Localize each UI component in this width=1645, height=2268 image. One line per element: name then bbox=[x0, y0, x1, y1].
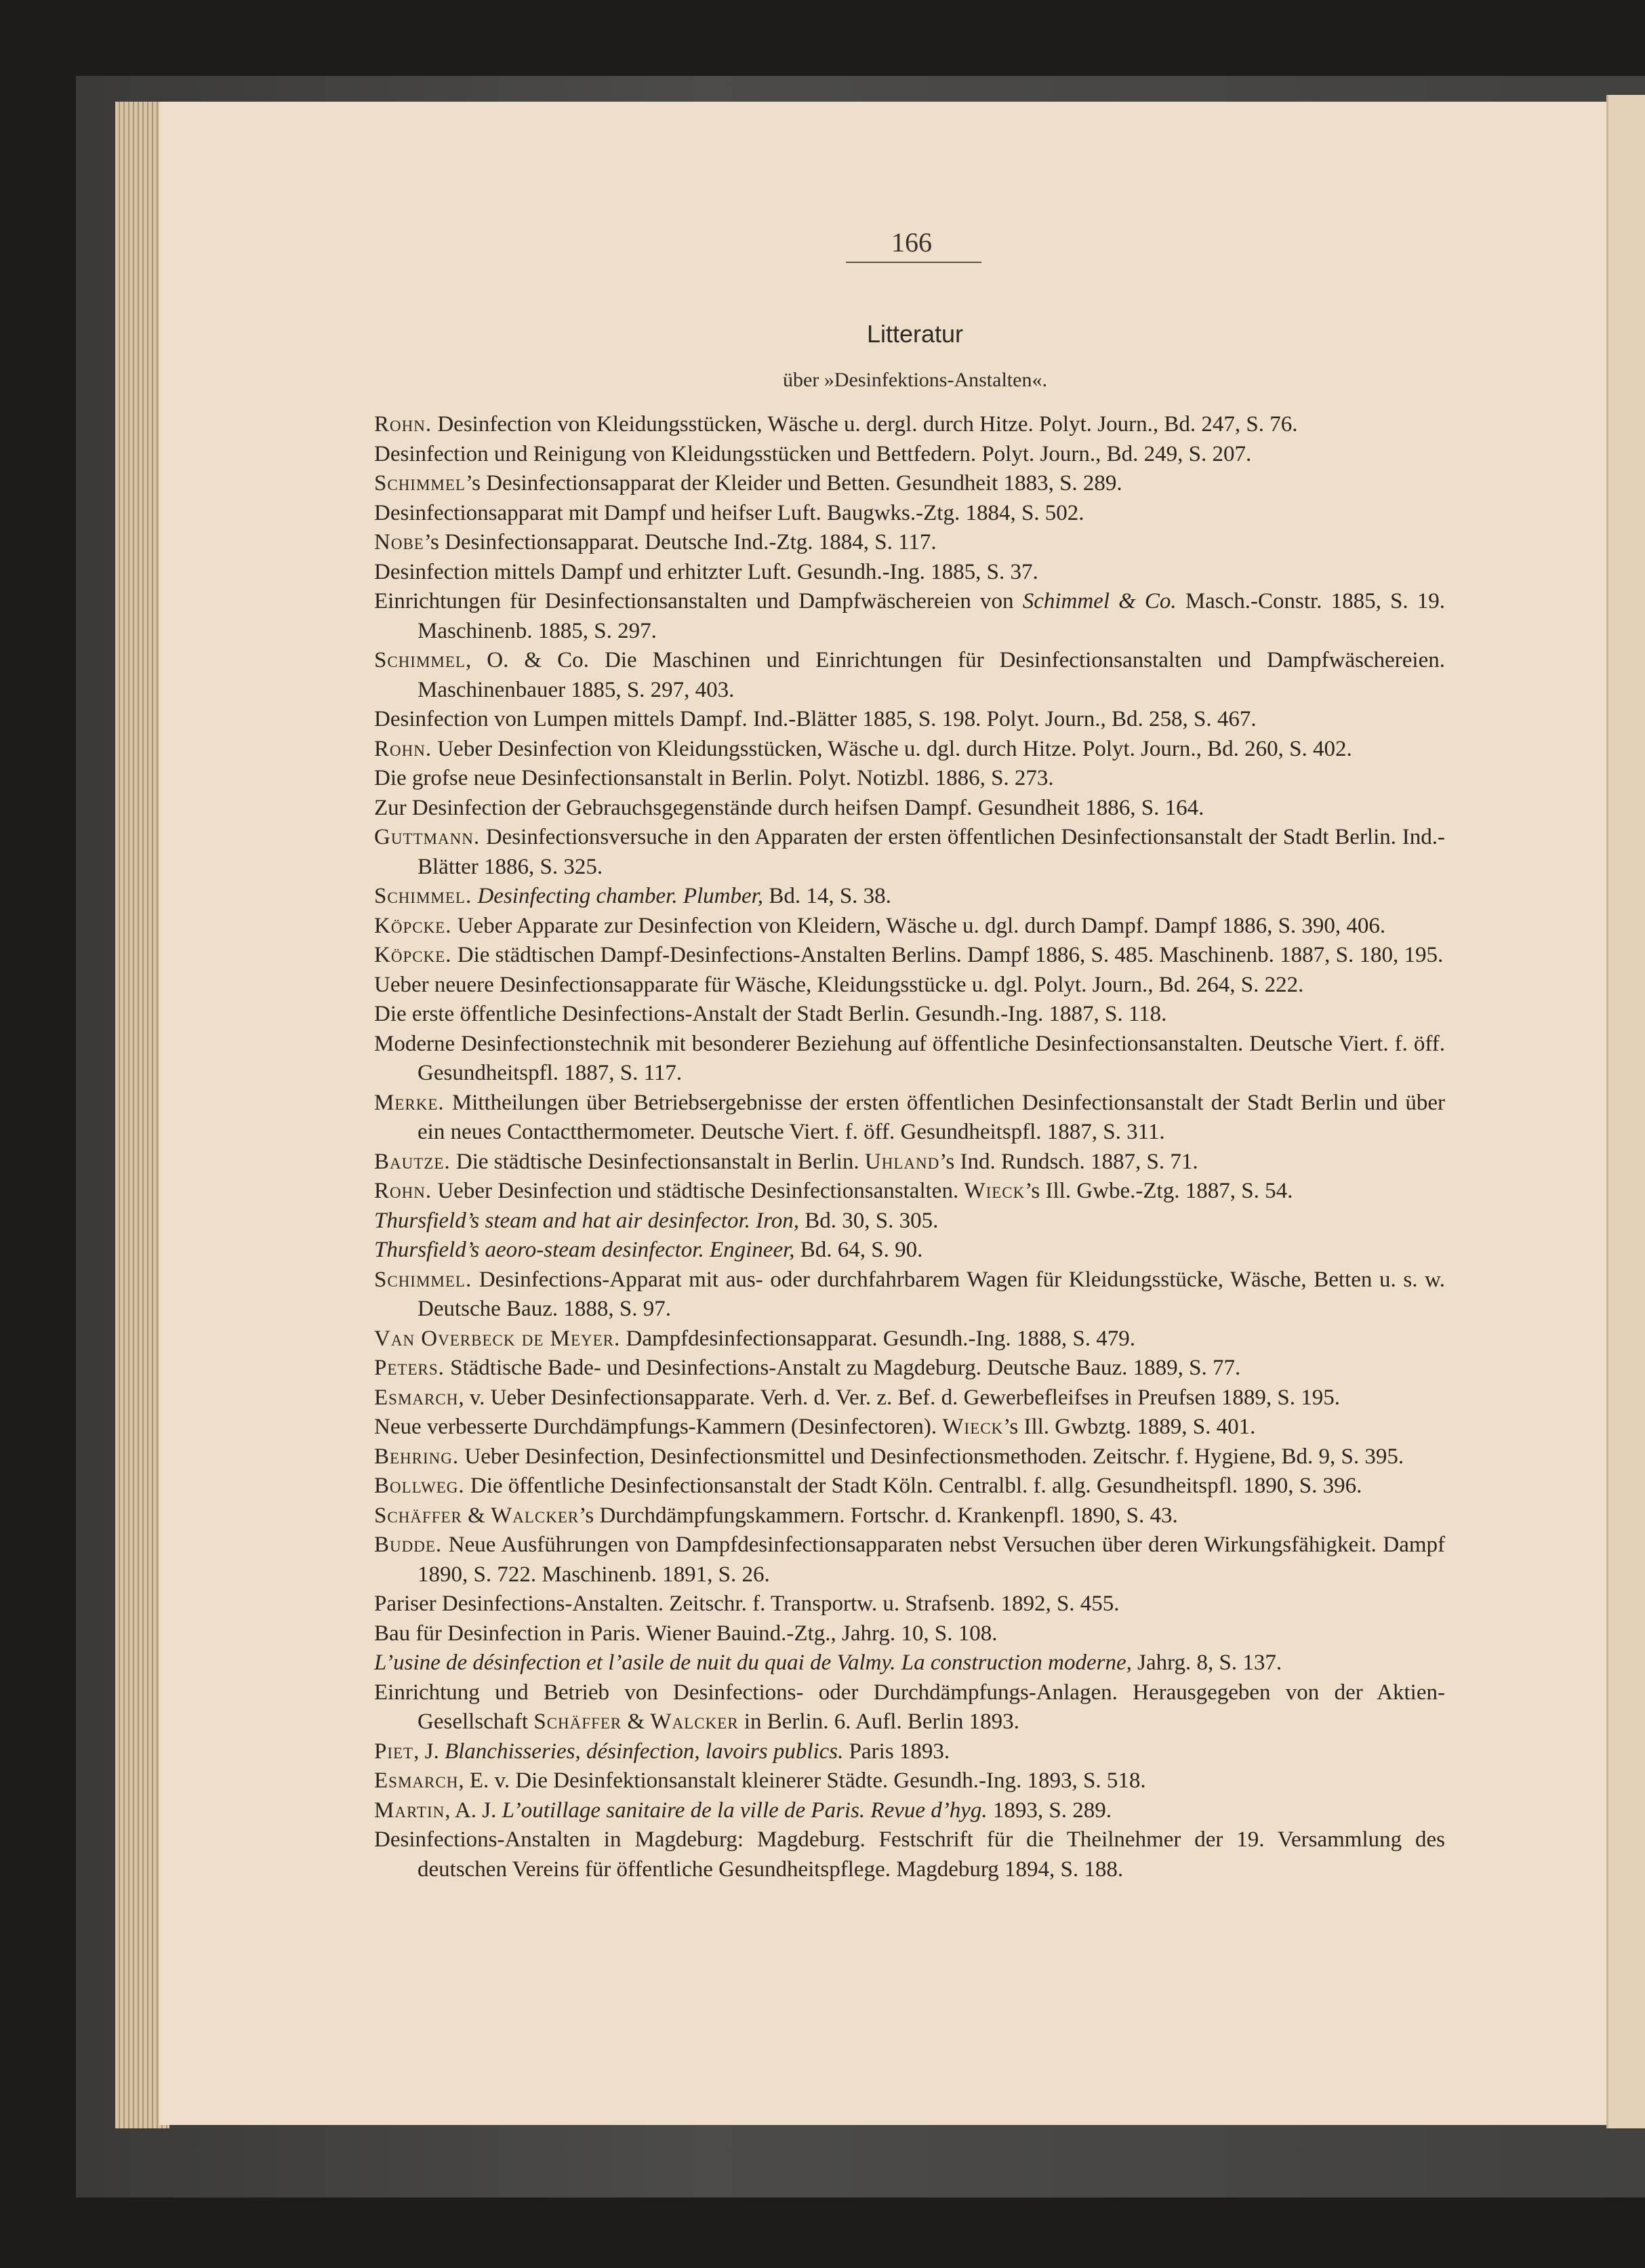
entry-text: Masch.-Constr. 1885, S. 19. Maschinenb. 1885, S. 297. bbox=[418, 589, 1445, 643]
bibliography-entry bbox=[374, 646, 1445, 705]
entry-text: Desinfections-Anstalten in Magdeburg: Magdeburg. Festschrift für die Theilnehmer der 19. Versammlung des deutschen Vereins für öffentliche Gesundheitspflege. Magdeburg 1894, S. 188. bbox=[374, 1827, 1445, 1882]
entry-text: , A. J. bbox=[445, 1798, 502, 1823]
bibliography-entry bbox=[374, 1354, 1445, 1383]
bibliography-entry bbox=[374, 1796, 1445, 1826]
bibliography-list bbox=[374, 410, 1445, 1884]
entry-text: Desinfection von Kleidungsstücken, Wäsche u. dergl. durch Hitze. Polyt. Journ., Bd. 247, S. 76. bbox=[432, 412, 1298, 437]
bibliography-entry bbox=[374, 528, 1445, 558]
bibliography-entry bbox=[374, 705, 1445, 735]
bibliography-entry bbox=[374, 1383, 1445, 1413]
entry-text: ’s Ill. Gwbztg. 1889, S. 401. bbox=[1003, 1415, 1256, 1439]
entry-text: , J. bbox=[413, 1739, 445, 1764]
entry-text: Städtische Bade- und Desinfections-Anstalt zu Magdeburg. Deutsche Bauz. 1889, S. 77. bbox=[444, 1356, 1241, 1380]
entry-author: Schimmel. bbox=[374, 1267, 472, 1292]
entry-text: 1893, S. 289. bbox=[987, 1798, 1112, 1823]
page-number-rule bbox=[846, 262, 981, 263]
entry-text: Desinfectionsversuche in den Apparaten der ersten öffentlichen Desinfectionsanstalt der Stadt Berlin. Ind.-Blätter 1886, S. 325. bbox=[418, 825, 1445, 879]
entry-text: Die grofse neue Desinfectionsanstalt in Berlin. Polyt. Notizbl. 1886, S. 273. bbox=[374, 766, 1054, 790]
bibliography-entry bbox=[374, 823, 1445, 882]
entry-author: Schimmel. bbox=[374, 884, 472, 908]
entry-author: Schimmel bbox=[374, 648, 466, 672]
bibliography-entry bbox=[374, 941, 1445, 971]
entry-text: Paris 1893. bbox=[843, 1739, 950, 1764]
entry-text: Jahrg. 8, S. 137. bbox=[1131, 1651, 1282, 1675]
bibliography-entry bbox=[374, 587, 1445, 646]
entry-text: Desinfectionsapparat mit Dampf und heifser Luft. Baugwks.-Ztg. 1884, S. 502. bbox=[374, 500, 1084, 525]
entry-text: Die öffentliche Desinfectionsanstalt der Stadt Köln. Centralbl. f. allg. Gesundheitspfl. 1890, S. 396. bbox=[464, 1474, 1362, 1498]
bibliography-entry bbox=[374, 1501, 1445, 1531]
entry-text: Die städtische Desinfectionsanstalt in Berlin. bbox=[450, 1149, 865, 1174]
entry-text: Ueber Desinfection und städtische Desinfectionsanstalten. bbox=[432, 1179, 964, 1203]
entry-author: Rohn. bbox=[374, 1179, 432, 1203]
entry-author: Esmarch bbox=[374, 1385, 459, 1410]
entry-text: Desinfection und Reinigung von Kleidungsstücken und Bettfedern. Polyt. Journ., Bd. 249, S. 207. bbox=[374, 441, 1252, 466]
entry-author: Rohn. bbox=[374, 736, 432, 761]
bibliography-entry bbox=[374, 1531, 1445, 1589]
entry-text: ’s Ind. Rundsch. 1887, S. 71. bbox=[939, 1149, 1198, 1174]
bibliography-entry bbox=[374, 735, 1445, 765]
entry-title-italic: Thursfield’s steam and hat air desinfector. Iron, bbox=[374, 1208, 800, 1233]
entry-author: Uhland bbox=[864, 1149, 940, 1174]
entry-author: Walcker bbox=[650, 1709, 739, 1734]
entry-author: Guttmann. bbox=[374, 825, 481, 849]
entry-author: Wieck bbox=[942, 1415, 1004, 1439]
bibliography-entry bbox=[374, 1825, 1445, 1884]
entry-text: , E. v. Die Desinfektionsanstalt kleinerer Städte. Gesundh.-Ing. 1893, S. 518. bbox=[458, 1768, 1146, 1793]
bibliography-entry bbox=[374, 1619, 1445, 1649]
entry-author: Schimmel bbox=[374, 471, 466, 495]
page-heading: Litteratur bbox=[866, 320, 964, 348]
entry-text: Einrichtungen für Desinfectionsanstalten und Dampfwäschereien von bbox=[374, 589, 1023, 613]
entry-author: Merke. bbox=[374, 1090, 445, 1115]
bibliography-entry bbox=[374, 1648, 1445, 1678]
entry-text: Dampfdesinfectionsapparat. Gesundh.-Ing. 1888, S. 479. bbox=[620, 1326, 1136, 1351]
entry-title-italic: Schimmel & Co. bbox=[1022, 589, 1177, 613]
entry-text: Bd. 14, S. 38. bbox=[763, 884, 891, 908]
entry-text: Mittheilungen über Betriebsergebnisse der ersten öffentlichen Desinfectionsanstalt der Stadt Berlin und über ein neues Contactthermometer. Deutsche Viert. f. öff. Gesundheitspfl. 1887, S. 311. bbox=[418, 1090, 1445, 1144]
bibliography-entry bbox=[374, 1148, 1445, 1177]
entry-author: Martin bbox=[374, 1798, 445, 1823]
bibliography-entry bbox=[374, 1472, 1445, 1501]
bibliography-entry bbox=[374, 971, 1445, 1000]
entry-text: Pariser Desinfections-Anstalten. Zeitschr. f. Transportw. u. Strafsenb. 1892, S. 455. bbox=[374, 1592, 1120, 1616]
entry-text: , O. & Co. Die Maschinen und Einrichtungen für Desinfectionsanstalten und Dampfwäschereien. Maschinenbauer 1885, S. 297, 403. bbox=[418, 648, 1445, 702]
entry-text: Bd. 30, S. 305. bbox=[799, 1208, 939, 1233]
entry-text: Die erste öffentliche Desinfections-Anstalt der Stadt Berlin. Gesundh.-Ing. 1887, S. 118. bbox=[374, 1002, 1167, 1026]
bibliography-entry bbox=[374, 882, 1445, 912]
entry-text: Bd. 64, S. 90. bbox=[794, 1238, 923, 1262]
entry-title-italic: L’outillage sanitaire de la ville de Paris. Revue d’hyg. bbox=[502, 1798, 988, 1823]
bibliography-entry bbox=[374, 1589, 1445, 1619]
entry-text: Bau für Desinfection in Paris. Wiener Bauind.-Ztg., Jahrg. 10, S. 108. bbox=[374, 1621, 998, 1646]
entry-text: & bbox=[622, 1709, 651, 1734]
entry-text: Desinfection von Lumpen mittels Dampf. Ind.-Blätter 1885, S. 198. Polyt. Journ., Bd. 258, S. 467. bbox=[374, 707, 1257, 731]
facing-page-edge bbox=[1606, 95, 1645, 2128]
entry-text: Ueber Desinfection, Desinfectionsmittel und Desinfectionsmethoden. Zeitschr. f. Hygiene, Bd. 9, S. 395. bbox=[459, 1444, 1404, 1469]
entry-author: Rohn. bbox=[374, 412, 432, 437]
entry-text: ’s Durchdämpfungskammern. Fortschr. d. Krankenpfl. 1890, S. 43. bbox=[579, 1503, 1178, 1528]
bibliography-entry bbox=[374, 1000, 1445, 1030]
bibliography-entry bbox=[374, 794, 1445, 824]
entry-author: Budde. bbox=[374, 1533, 443, 1557]
entry-title-italic: Thursfield’s aeoro-steam desinfector. Engineer, bbox=[374, 1238, 795, 1262]
bibliography-entry bbox=[374, 1265, 1445, 1324]
bibliography-entry bbox=[374, 1207, 1445, 1236]
entry-text: Ueber Apparate zur Desinfection von Kleidern, Wäsche u. dgl. durch Dampf. Dampf 1886, S. 390, 406. bbox=[451, 913, 1386, 938]
entry-text: in Berlin. 6. Aufl. Berlin 1893. bbox=[738, 1709, 1019, 1734]
entry-author: Piet bbox=[374, 1739, 414, 1764]
entry-text: Die städtischen Dampf-Desinfections-Anstalten Berlins. Dampf 1886, S. 485. Maschinenb. 1887, S. 180, 195. bbox=[451, 943, 1444, 967]
entry-text: Ueber Desinfection von Kleidungsstücken, Wäsche u. dgl. durch Hitze. Polyt. Journ., Bd. 260, S. 402. bbox=[432, 736, 1352, 761]
entry-text: Neue Ausführungen von Dampfdesinfectionsapparaten nebst Versuchen über deren Wirkungsfähigkeit. Dampf 1890, S. 722. Maschinenb. 1891, S. 26. bbox=[418, 1533, 1445, 1587]
entry-title-italic: Desinfecting chamber. Plumber, bbox=[477, 884, 764, 908]
entry-author: Esmarch bbox=[374, 1768, 459, 1793]
bibliography-entry bbox=[374, 1442, 1445, 1472]
entry-text: ’s Desinfectionsapparat. Deutsche Ind.-Ztg. 1884, S. 117. bbox=[424, 530, 937, 554]
entry-author: Van Overbeck de Meyer. bbox=[374, 1326, 621, 1351]
bibliography-entry bbox=[374, 764, 1445, 794]
bibliography-entry bbox=[374, 558, 1445, 588]
entry-text: ’s Ill. Gwbe.-Ztg. 1887, S. 54. bbox=[1025, 1179, 1293, 1203]
entry-text: Neue verbesserte Durchdämpfungs-Kammern (Desinfectoren). bbox=[374, 1415, 943, 1439]
bibliography-entry bbox=[374, 1030, 1445, 1089]
entry-title-italic: L’usine de désinfection et l’asile de nuit du quai de Valmy. La construction moderne, bbox=[374, 1651, 1132, 1675]
entry-text: ’s Desinfectionsapparat der Kleider und Betten. Gesundheit 1883, S. 289. bbox=[465, 471, 1122, 495]
entry-author: Köpcke. bbox=[374, 913, 452, 938]
bibliography-entry bbox=[374, 1177, 1445, 1207]
entry-text: Desinfections-Apparat mit aus- oder durchfahrbarem Wagen für Kleidungsstücke, Wäsche, Betten u. s. w. Deutsche Bauz. 1888, S. 97. bbox=[418, 1267, 1445, 1321]
bibliography-entry bbox=[374, 440, 1445, 470]
entry-text: Einrichtung und Betrieb von Desinfections- oder Durchdämpfungs-Anlagen. Herausgegeben von der Aktien-Gesellschaft bbox=[374, 1680, 1445, 1734]
bibliography-entry bbox=[374, 469, 1445, 499]
entry-author: Schäffer bbox=[533, 1709, 622, 1734]
bibliography-entry bbox=[374, 1089, 1445, 1148]
entry-author: Behring. bbox=[374, 1444, 460, 1469]
bibliography-entry bbox=[374, 499, 1445, 529]
entry-author: Köpcke. bbox=[374, 943, 452, 967]
entry-text: Desinfection mittels Dampf und erhitzter Luft. Gesundh.-Ing. 1885, S. 37. bbox=[374, 559, 1038, 584]
entry-text: Moderne Desinfectionstechnik mit besonderer Beziehung auf öffentliche Desinfectionsanstalten. Deutsche Viert. f. öff. Gesundheitspfl. 1887, S. 117. bbox=[374, 1031, 1445, 1085]
entry-text: & bbox=[462, 1503, 491, 1528]
bibliography-entry bbox=[374, 410, 1445, 440]
bibliography-entry bbox=[374, 1678, 1445, 1737]
page-subheading: über »Desinfektions-Anstalten«. bbox=[783, 369, 1047, 391]
entry-author: Nobe bbox=[374, 530, 424, 554]
bibliography-entry bbox=[374, 1766, 1445, 1796]
bibliography-entry bbox=[374, 1413, 1445, 1442]
bibliography-entry bbox=[374, 1737, 1445, 1767]
bibliography-entry bbox=[374, 1324, 1445, 1354]
entry-author: Schäffer bbox=[374, 1503, 462, 1528]
entry-author: Walcker bbox=[491, 1503, 580, 1528]
bibliography-entry bbox=[374, 1236, 1445, 1265]
entry-text: , v. Ueber Desinfectionsapparate. Verh. d. Ver. z. Bef. d. Gewerbefleifses in Preufsen 1889, S. 195. bbox=[458, 1385, 1341, 1410]
entry-title-italic: Blanchisseries, désinfection, lavoirs publics. bbox=[444, 1739, 844, 1764]
entry-author: Bautze. bbox=[374, 1149, 451, 1174]
entry-author: Peters. bbox=[374, 1356, 445, 1380]
entry-text: Zur Desinfection der Gebrauchsgegenstände durch heifsen Dampf. Gesundheit 1886, S. 164. bbox=[374, 795, 1204, 820]
entry-author: Wieck bbox=[964, 1179, 1025, 1203]
bibliography-entry bbox=[374, 912, 1445, 941]
page-number: 166 bbox=[891, 227, 932, 258]
entry-text: Ueber neuere Desinfectionsapparate für Wäsche, Kleidungsstücke u. dgl. Polyt. Journ., Bd. 264, S. 222. bbox=[374, 972, 1304, 997]
entry-author: Bollweg. bbox=[374, 1474, 465, 1498]
